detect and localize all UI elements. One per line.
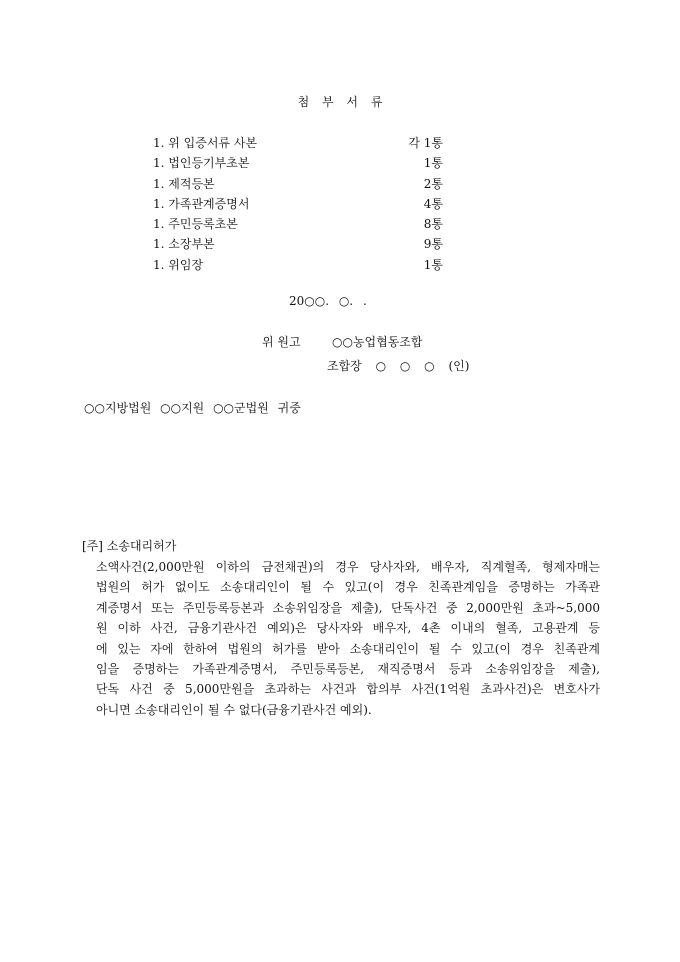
attachment-quantity: 8통	[423, 217, 443, 232]
attachment-quantity: 각 1통	[408, 136, 443, 150]
attachment-name: 1. 위 입증서류 사본	[153, 136, 258, 150]
attachment-item	[153, 153, 443, 173]
attachment-quantity: 9통	[423, 237, 443, 252]
attachment-item	[153, 234, 443, 254]
attachment-name: 1. 소장부본	[153, 237, 215, 252]
plaintiff-name: ○○농업협동조합	[332, 335, 423, 349]
plaintiff-label: 위 원고	[262, 335, 301, 349]
attachment-name: 1. 법인등기부초본	[153, 156, 250, 171]
attachment-name: 1. 가족관계증명서	[153, 196, 250, 211]
attachment-name: 1. 위임장	[153, 257, 204, 272]
note-body	[96, 557, 600, 720]
attachment-item	[153, 174, 443, 194]
court-addressee: ○○지방법원 ○○지원 ○○군법원 귀중	[84, 401, 301, 415]
attachment-quantity: 1통	[423, 257, 443, 272]
attachment-name: 1. 제적등본	[153, 176, 215, 191]
note-line: 계증명서 또는 주민등록등본과 소송위임장을 제출), 단독사건 중 2,000만원 초과~5,000	[96, 600, 600, 615]
note-line: 원 이하 사건, 금융기관사건 예외)은 당사자와 배우자, 4촌 이내의 혈족, 고용관계 등	[96, 621, 600, 636]
chairman-signature: 조합장 ○ ○ ○ (인)	[327, 359, 470, 373]
attachment-name: 1. 주민등록초본	[153, 217, 238, 232]
note-line: 임을 증명하는 가족관계증명서, 주민등록등본, 재직증명서 등과 소송위임장을 제출),	[96, 661, 600, 676]
note-line: 소액사건(2,000만원 이하의 금전채권)의 경우 당사자와, 배우자, 직계혈족, 형제자매는	[96, 560, 600, 574]
plaintiff-line	[262, 333, 423, 350]
attachment-list	[153, 133, 443, 275]
note-line: 에 있는 자에 한하여 법원의 허가를 받아 소송대리인이 될 수 있고(이 경우 친족관계	[96, 641, 600, 656]
attachment-item	[153, 255, 443, 275]
attachment-item	[153, 194, 443, 214]
page-title: 첨 부 서 류	[297, 95, 383, 109]
filing-date: 20○○. ○. .	[289, 294, 367, 308]
note-line: 법원의 허가 없이도 소송대리인이 될 수 있고(이 경우 친족관계임을 증명하는 가족관	[96, 580, 600, 595]
attachment-quantity: 2통	[423, 176, 443, 191]
attachment-item	[153, 133, 443, 153]
attachment-item	[153, 214, 443, 234]
note-heading: [주] 소송대리허가	[82, 539, 177, 553]
note-line: 아니면 소송대리인이 될 수 없다(금융기관사건 예외).	[96, 702, 372, 717]
note-line: 단독 사건 중 5,000만원을 초과하는 사건과 합의부 사건(1억원 초과사건)은 변호사가	[96, 682, 600, 697]
attachment-quantity: 4통	[423, 196, 443, 211]
attachment-quantity: 1통	[423, 156, 443, 171]
